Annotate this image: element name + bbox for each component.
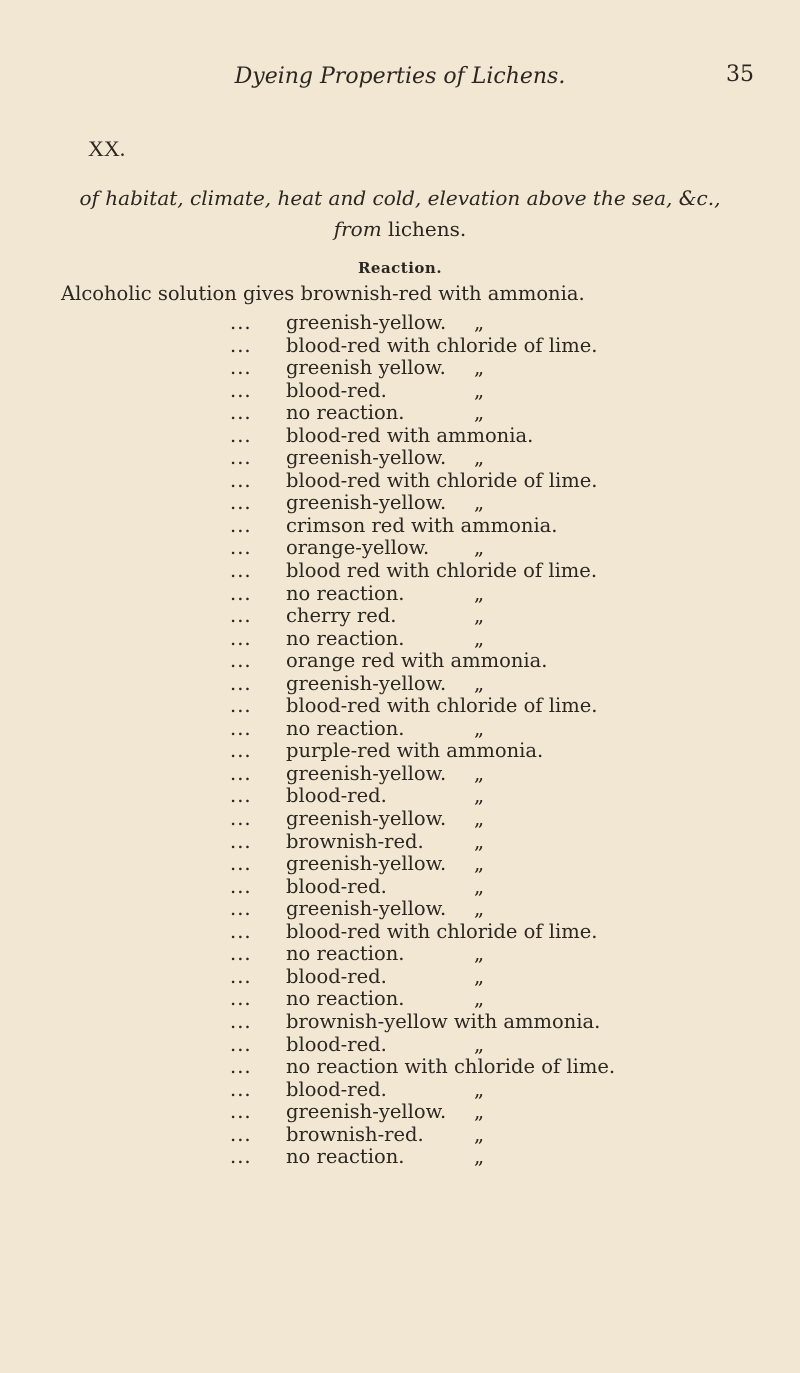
ditto-mark: „ <box>474 1100 485 1124</box>
reaction-text: blood-red. <box>286 874 387 898</box>
reaction-row <box>0 581 800 607</box>
reaction-text: no reaction. <box>286 581 405 605</box>
reaction-row <box>0 1102 800 1125</box>
leader-dots: ... <box>230 559 252 583</box>
leader-dots: ... <box>230 919 252 943</box>
reaction-text: greenish-yellow. <box>286 671 447 695</box>
ditto-mark: „ <box>474 1077 485 1101</box>
leader-dots: ... <box>230 446 252 470</box>
leader-dots: ... <box>230 942 252 966</box>
reaction-row <box>0 333 800 359</box>
ditto-mark: „ <box>474 604 485 628</box>
reaction-row <box>0 651 800 674</box>
reaction-row <box>0 403 800 426</box>
ditto-mark: „ <box>474 874 485 898</box>
subtitle-rest: lichens. <box>381 217 467 241</box>
leader-dots: ... <box>230 1077 252 1101</box>
leader-dots: ... <box>230 671 252 695</box>
leader-dots: ... <box>230 1100 252 1124</box>
reaction-row <box>0 1077 800 1103</box>
reaction-text: no reaction. <box>286 942 405 966</box>
leader-dots: ... <box>230 1145 252 1169</box>
reaction-text: purple-red with ammonia. <box>286 739 544 763</box>
reaction-text: greenish-yellow. <box>286 311 447 334</box>
ditto-mark: „ <box>474 987 485 1011</box>
reaction-row <box>0 874 800 900</box>
reaction-row <box>0 378 800 404</box>
reaction-text: blood-red. <box>286 378 387 402</box>
ditto-mark: „ <box>474 1122 485 1146</box>
column-header-reaction: Reaction. <box>357 259 443 277</box>
ditto-mark: „ <box>474 942 485 966</box>
leader-dots: ... <box>230 1009 252 1033</box>
reaction-text: no reaction. <box>286 987 405 1011</box>
table-subtitle-line2 <box>0 217 800 241</box>
reaction-text: blood-red. <box>286 1077 387 1101</box>
reaction-row <box>0 899 800 922</box>
ditto-mark: „ <box>474 446 485 470</box>
reaction-row <box>0 1009 800 1035</box>
reaction-row <box>0 964 800 990</box>
ditto-mark: „ <box>474 581 485 605</box>
reaction-text: no reaction. <box>286 1145 405 1169</box>
running-title: Dyeing Properties of Lichens. <box>234 64 566 89</box>
reaction-text: cherry red. <box>286 604 397 628</box>
leader-dots: ... <box>230 1122 252 1146</box>
reaction-text: greenish-yellow. <box>286 852 447 876</box>
reaction-row <box>0 493 800 516</box>
leader-dots: ... <box>230 378 252 402</box>
leader-dots: ... <box>230 716 252 740</box>
reaction-list <box>0 313 800 1170</box>
reaction-text: no reaction. <box>286 626 405 650</box>
reaction-row <box>0 989 800 1012</box>
ditto-mark: „ <box>474 897 485 921</box>
reaction-row <box>0 1122 800 1148</box>
ditto-mark: „ <box>474 356 485 380</box>
reaction-text: orange-yellow. <box>286 536 430 560</box>
ditto-mark: „ <box>474 626 485 650</box>
reaction-text: greenish-yellow. <box>286 446 447 470</box>
reaction-row <box>0 696 800 719</box>
ditto-mark: „ <box>474 964 485 988</box>
reaction-row <box>0 626 800 652</box>
leader-dots: ... <box>230 829 252 853</box>
reaction-text: blood-red with chloride of lime. <box>286 919 598 943</box>
ditto-mark: „ <box>474 491 485 515</box>
subtitle-italic-word: from <box>333 217 382 241</box>
reaction-row <box>0 513 800 539</box>
first-reaction-row: Alcoholic solution gives brownish-red with ammonia. <box>61 282 585 305</box>
reaction-row <box>0 468 800 494</box>
reaction-text: crimson red with ammonia. <box>286 513 558 537</box>
reaction-text: greenish-yellow. <box>286 1100 447 1124</box>
leader-dots: ... <box>230 491 252 515</box>
leader-dots: ... <box>230 468 252 492</box>
leader-dots: ... <box>230 1032 252 1056</box>
reaction-row <box>0 313 800 336</box>
reaction-row <box>0 358 800 381</box>
reaction-text: brownish-red. <box>286 1122 424 1146</box>
reaction-row <box>0 448 800 471</box>
reaction-text: brownish-red. <box>286 829 424 853</box>
reaction-text: blood-red. <box>286 964 387 988</box>
reaction-text: brownish-yellow with ammonia. <box>286 1009 601 1033</box>
page-number: 35 <box>726 62 754 87</box>
reaction-text: blood-red. <box>286 1032 387 1056</box>
leader-dots: ... <box>230 311 252 334</box>
ditto-mark: „ <box>474 807 485 831</box>
leader-dots: ... <box>230 581 252 605</box>
table-number: XX. <box>88 136 126 161</box>
leader-dots: ... <box>230 401 252 425</box>
reaction-text: blood-red. <box>286 784 387 808</box>
reaction-text: greenish-yellow. <box>286 897 447 921</box>
reaction-row <box>0 561 800 584</box>
leader-dots: ... <box>230 739 252 763</box>
ditto-mark: „ <box>474 829 485 853</box>
leader-dots: ... <box>230 1055 252 1079</box>
reaction-row <box>0 741 800 764</box>
reaction-text: blood-red with ammonia. <box>286 423 534 447</box>
reaction-row <box>0 606 800 629</box>
leader-dots: ... <box>230 694 252 718</box>
leader-dots: ... <box>230 356 252 380</box>
reaction-row <box>0 829 800 855</box>
reaction-row <box>0 761 800 787</box>
reaction-text: no reaction with chloride of lime. <box>286 1055 616 1079</box>
leader-dots: ... <box>230 987 252 1011</box>
reaction-text: blood-red with chloride of lime. <box>286 694 598 718</box>
ditto-mark: „ <box>474 401 485 425</box>
leader-dots: ... <box>230 897 252 921</box>
reaction-row <box>0 854 800 877</box>
leader-dots: ... <box>230 964 252 988</box>
reaction-text: blood-red with chloride of lime. <box>286 468 598 492</box>
leader-dots: ... <box>230 649 252 673</box>
leader-dots: ... <box>230 604 252 628</box>
leader-dots: ... <box>230 807 252 831</box>
ditto-mark: „ <box>474 311 485 334</box>
reaction-text: greenish-yellow. <box>286 807 447 831</box>
reaction-text: blood-red with chloride of lime. <box>286 333 598 357</box>
leader-dots: ... <box>230 874 252 898</box>
leader-dots: ... <box>230 513 252 537</box>
reaction-text: no reaction. <box>286 401 405 425</box>
reaction-row <box>0 944 800 967</box>
reaction-row <box>0 1032 800 1058</box>
leader-dots: ... <box>230 852 252 876</box>
reaction-row <box>0 1147 800 1170</box>
leader-dots: ... <box>230 536 252 560</box>
leader-dots: ... <box>230 333 252 357</box>
reaction-text: greenish-yellow. <box>286 491 447 515</box>
table-subtitle-line1: of habitat, climate, heat and cold, elevation above the sea, &c., <box>79 186 721 210</box>
reaction-text: greenish yellow. <box>286 356 446 380</box>
reaction-row <box>0 423 800 449</box>
reaction-row <box>0 1057 800 1080</box>
ditto-mark: „ <box>474 1032 485 1056</box>
ditto-mark: „ <box>474 536 485 560</box>
leader-dots: ... <box>230 626 252 650</box>
reaction-row <box>0 786 800 809</box>
reaction-row <box>0 671 800 697</box>
ditto-mark: „ <box>474 378 485 402</box>
ditto-mark: „ <box>474 1145 485 1169</box>
ditto-mark: „ <box>474 671 485 695</box>
reaction-text: no reaction. <box>286 716 405 740</box>
reaction-row <box>0 716 800 742</box>
reaction-row <box>0 809 800 832</box>
ditto-mark: „ <box>474 852 485 876</box>
ditto-mark: „ <box>474 784 485 808</box>
reaction-text: greenish-yellow. <box>286 761 447 785</box>
ditto-mark: „ <box>474 716 485 740</box>
reaction-row <box>0 538 800 561</box>
leader-dots: ... <box>230 784 252 808</box>
leader-dots: ... <box>230 423 252 447</box>
leader-dots: ... <box>230 761 252 785</box>
reaction-row <box>0 919 800 945</box>
reaction-text: blood red with chloride of lime. <box>286 559 598 583</box>
ditto-mark: „ <box>474 761 485 785</box>
reaction-text: orange red with ammonia. <box>286 649 548 673</box>
